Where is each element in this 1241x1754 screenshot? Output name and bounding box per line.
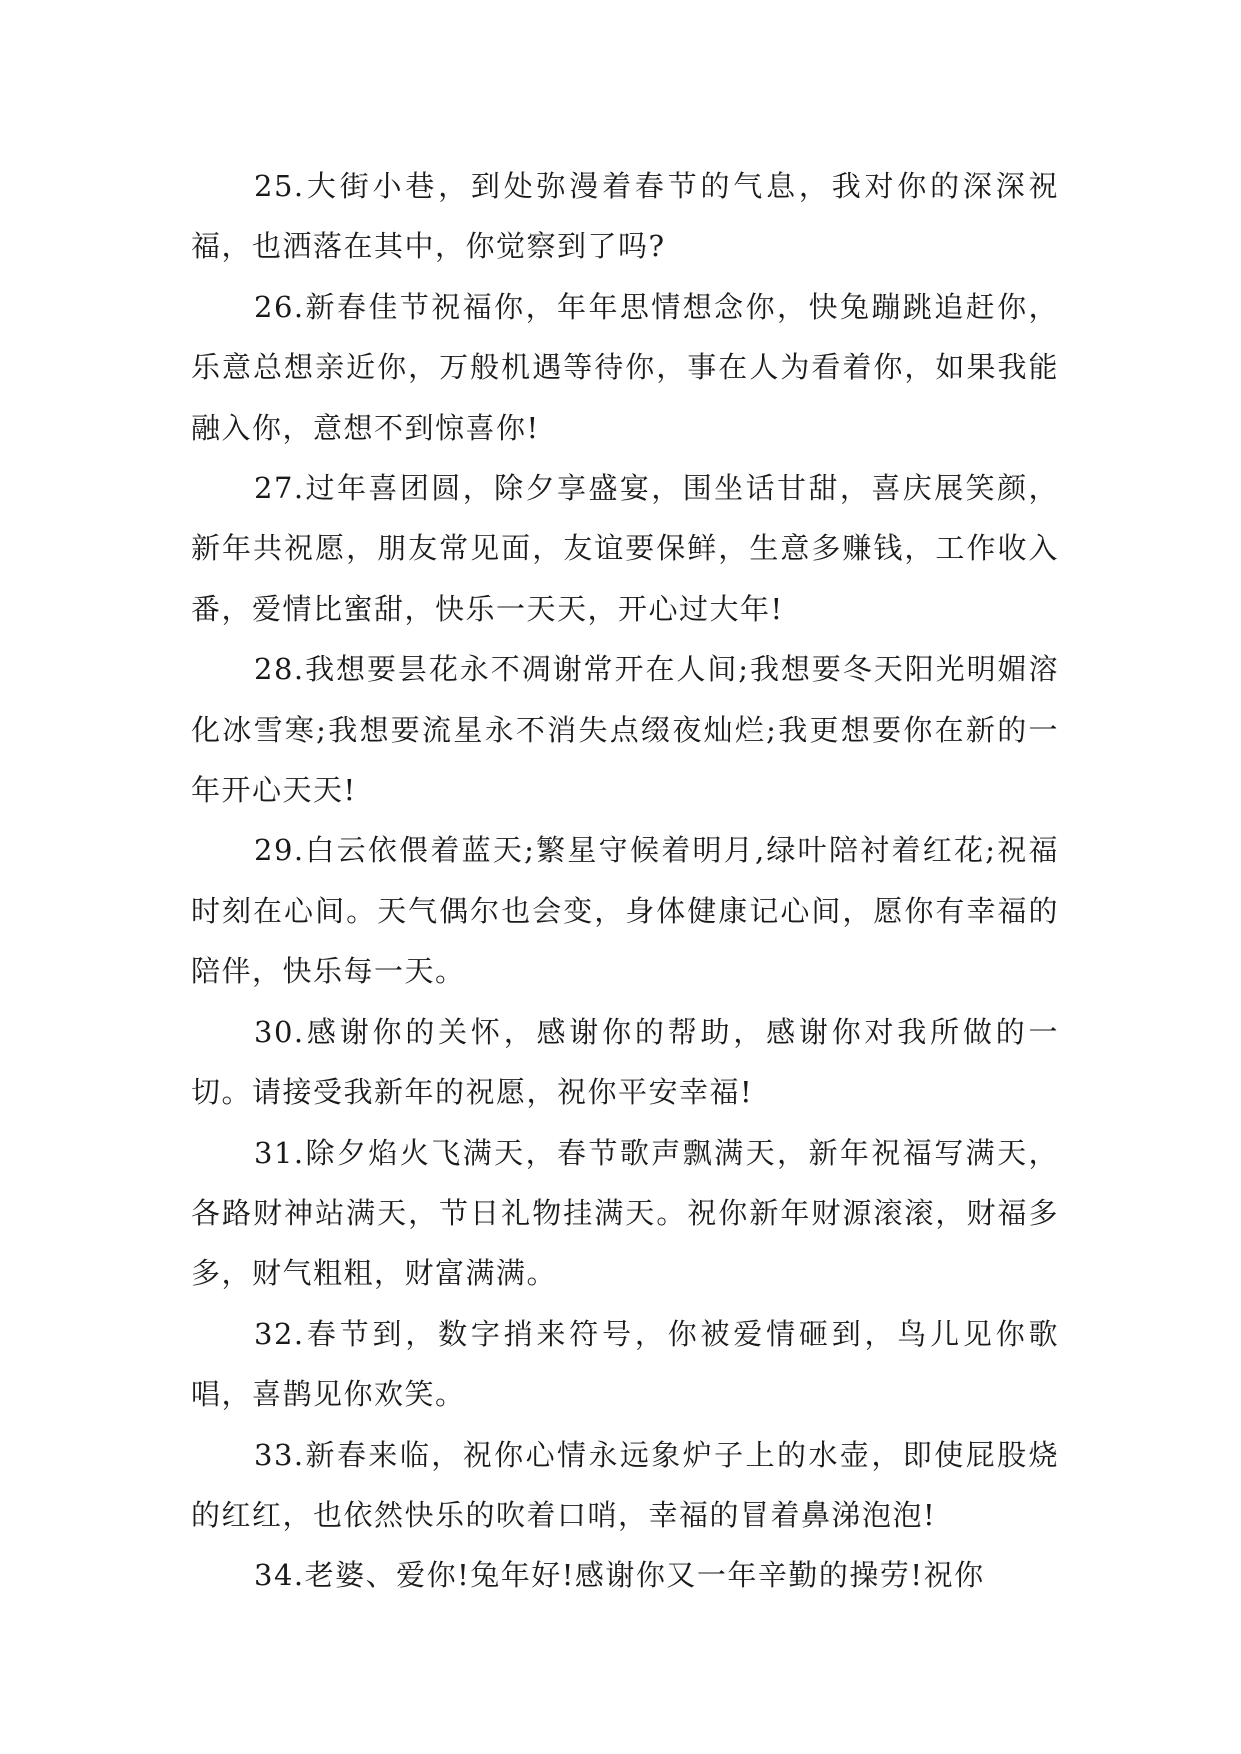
paragraph-26: 26.新春佳节祝福你，年年思情想念你，快兔蹦跳追赶你，乐意总想亲近你，万般机遇等待你，事在人为看着你，如果我能融入你，意想不到惊喜你! xyxy=(191,289,1059,445)
paragraph-32: 32.春节到，数字捎来符号，你被爱情砸到，鸟儿见你歌唱，喜鹊见你欢笑。 xyxy=(191,1316,1059,1412)
paragraph-30: 30.感谢你的关怀，感谢你的帮助，感谢你对我所做的一切。请接受我新年的祝愿，祝你平安幸福! xyxy=(191,1014,1059,1110)
paragraph-34: 34.老婆、爱你!兔年好!感谢你又一年辛勤的操劳!祝你 xyxy=(254,1558,985,1593)
paragraph-27: 27.过年喜团圆，除夕享盛宴，围坐话甘甜，喜庆展笑颜，新年共祝愿，朋友常见面，友谊要保鲜，生意多赚钱，工作收入番，爱情比蜜甜，快乐一天天，开心过大年! xyxy=(191,471,1059,626)
document-body xyxy=(191,156,1059,1606)
paragraph-33: 33.新春来临，祝你心情永远象炉子上的水壶，即使屁股烧的红红，也依然快乐的吹着口哨，幸福的冒着鼻涕泡泡! xyxy=(191,1437,1059,1532)
paragraph-28: 28.我想要昙花永不凋谢常开在人间;我想要冬天阳光明媚溶化冰雪寒;我想要流星永不消失点缀夜灿烂;我更想要你在新的一年开心天天! xyxy=(191,652,1059,808)
paragraph-25: 25.大街小巷，到处弥漫着春节的气息，我对你的深深祝福，也洒落在其中，你觉察到了吗? xyxy=(191,169,1059,264)
paragraph-29: 29.白云依偎着蓝天;繁星守候着明月,绿叶陪衬着红花;祝福时刻在心间。天气偶尔也会变，身体健康记心间，愿你有幸福的陪伴，快乐每一天。 xyxy=(191,833,1059,989)
paragraph-31: 31.除夕焰火飞满天，春节歌声飘满天，新年祝福写满天，各路财神站满天，节日礼物挂满天。祝你新年财源滚滚，财福多多，财气粗粗，财富满满。 xyxy=(191,1135,1059,1291)
